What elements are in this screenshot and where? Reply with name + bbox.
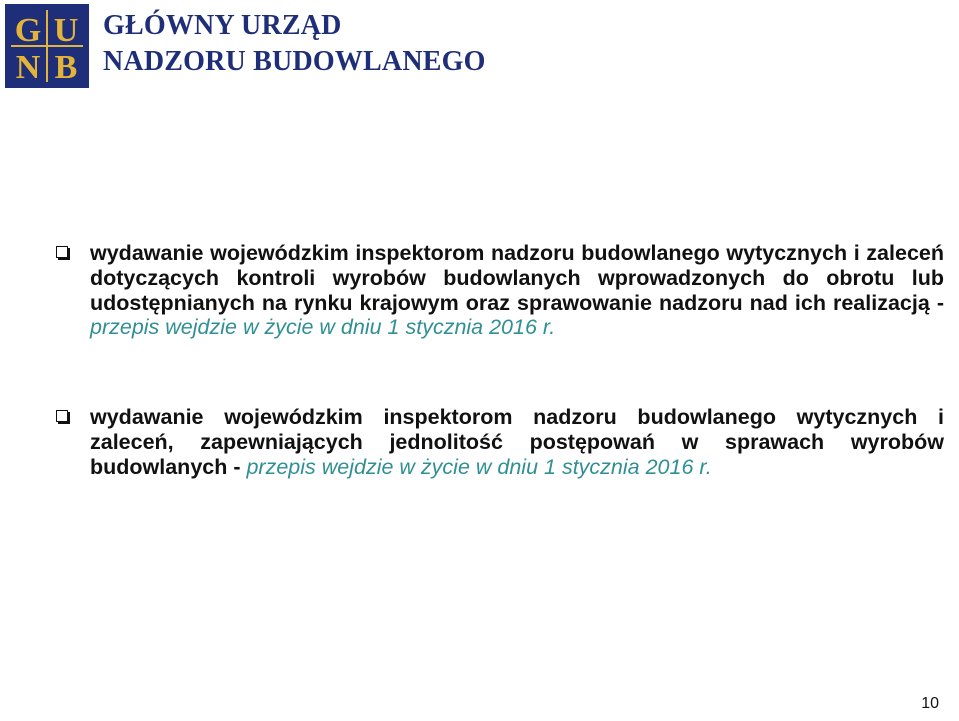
- svg-text:N: N: [15, 49, 41, 86]
- checkbox-bullet-icon: [56, 410, 68, 422]
- svg-text:G: G: [14, 12, 42, 49]
- bullet-effective-date-note: przepis wejdzie w życie w dniu 1 stycznia 2016 r.: [90, 315, 556, 340]
- gunb-logo: [5, 4, 89, 88]
- org-name-line1: GŁÓWNY URZĄD: [103, 10, 342, 41]
- svg-text:B: B: [54, 49, 78, 86]
- svg-text:U: U: [53, 12, 79, 49]
- page-number: 10: [921, 695, 939, 712]
- bullet-text-2: [90, 405, 944, 479]
- bullet-effective-date-note: przepis wejdzie w życie w dniu 1 stycznia 2016 r.: [240, 454, 712, 479]
- slide-header: [5, 4, 486, 90]
- bullet-item-1: [56, 241, 944, 340]
- gunb-logo-mark: [5, 4, 89, 88]
- checkbox-bullet-icon: [56, 246, 68, 258]
- org-name: [103, 8, 486, 80]
- bullet-main-text: wydawanie wojewódzkim inspektorom nadzoru budowlanego wytycznych i zaleceń, zapewniających jednolitość postępowań w sprawach wyrobów budowlanych -: [90, 405, 944, 479]
- bullet-item-2: [56, 405, 944, 479]
- org-name-line2: NADZORU BUDOWLANEGO: [103, 46, 486, 77]
- bullet-text-1: [90, 241, 944, 340]
- bullet-main-text: wydawanie wojewódzkim inspektorom nadzoru budowlanego wytycznych i zaleceń dotyczących kontroli wyrobów budowlanych wprowadzonych do obrotu lub udostępnianych na rynku krajowym oraz sprawowanie nadzoru nad ich realizacją -: [90, 241, 944, 315]
